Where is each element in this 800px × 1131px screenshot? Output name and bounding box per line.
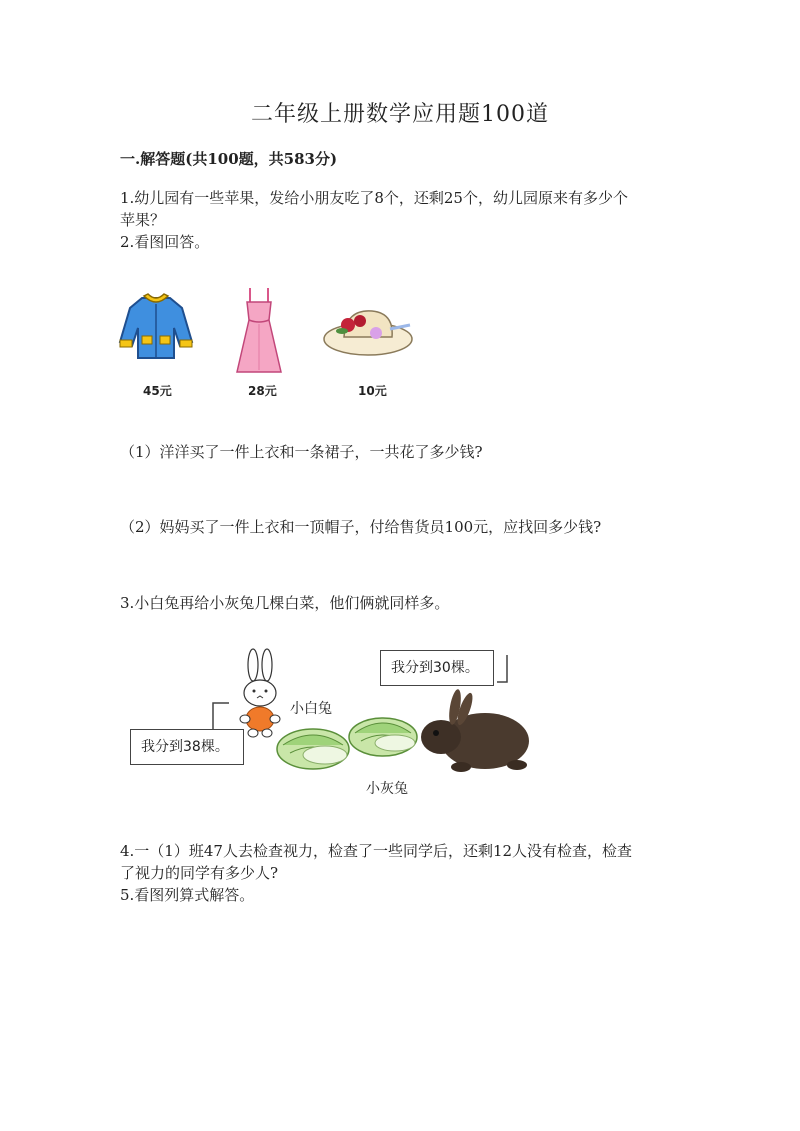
coat-icon <box>118 292 194 364</box>
question-2-sub-1: （1）洋洋买了一件上衣和一条裙子，一共花了多少钱? <box>120 443 483 461</box>
white-rabbit-speech: 我分到38棵。 <box>130 729 244 765</box>
cabbage-icon <box>277 729 349 769</box>
question-4-line-2: 了视力的同学有多少人? <box>120 864 279 882</box>
question-2-text: 2.看图回答。 <box>120 233 210 251</box>
gray-rabbit-icon <box>421 688 529 772</box>
question-1-line-2: 苹果？ <box>120 211 166 229</box>
coat-price: 45元 <box>143 384 172 398</box>
question-1-line-1: 1.幼儿园有一些苹果，发给小朋友吃了8个，还剩25个，幼儿园原来有多少个 <box>120 189 628 207</box>
question-5-text: 5.看图列算式解答。 <box>120 886 255 904</box>
dress-price: 28元 <box>248 384 277 398</box>
page-title: 二年级上册数学应用题100道 <box>251 102 549 127</box>
white-rabbit-icon <box>240 649 280 737</box>
question-3-text: 3.小白兔再给小灰兔几棵白菜，他们俩就同样多。 <box>120 594 450 612</box>
dress-icon <box>233 286 285 376</box>
white-rabbit-label: 小白兔 <box>290 701 332 717</box>
gray-rabbit-label: 小灰兔 <box>366 781 408 797</box>
hat-price: 10元 <box>358 384 387 398</box>
hat-icon <box>322 303 414 359</box>
question-2-sub-2: （2）妈妈买了一件上衣和一顶帽子，付给售货员100元，应找回多少钱? <box>120 518 602 536</box>
cabbage-icon <box>349 718 417 756</box>
question-4-line-1: 4.一（1）班47人去检查视力，检查了一些同学后，还剩12人没有检查，检查 <box>120 842 633 860</box>
gray-rabbit-speech: 我分到30棵。 <box>380 650 494 686</box>
section-heading: 一.解答题(共100题，共583分) <box>120 150 338 168</box>
